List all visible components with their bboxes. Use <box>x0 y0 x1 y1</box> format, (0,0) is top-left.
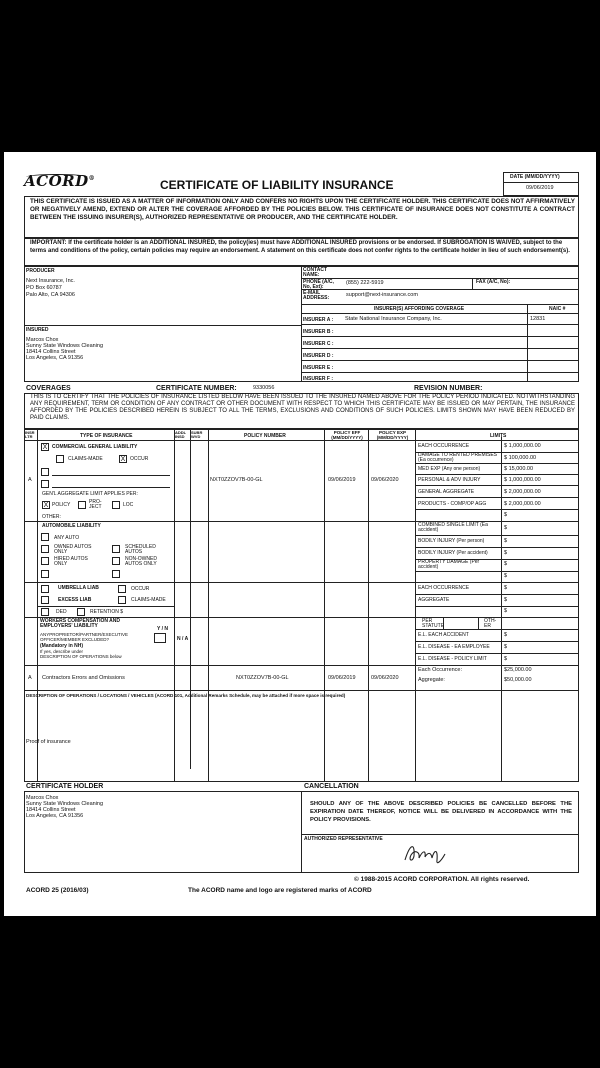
eo-exp: 09/06/2020 <box>371 675 399 681</box>
per-statute-label: PER STATUTE <box>422 618 445 629</box>
acord-logo: ACORD® <box>24 172 96 190</box>
coverages-title: COVERAGES <box>26 385 71 392</box>
non-owned-autos-label: NON-OWNED AUTOS ONLY <box>125 556 157 567</box>
th-type: TYPE OF INSURANCE <box>80 433 133 439</box>
project-checkbox[interactable] <box>78 501 86 509</box>
any-auto-checkbox[interactable] <box>41 533 49 541</box>
project-label: PRO-JECT <box>89 499 102 510</box>
certificate-page <box>4 152 596 916</box>
eo-insr-ltr: A <box>28 675 32 681</box>
notice-text: THIS CERTIFICATE IS ISSUED AS A MATTER OF INFORMATION ONLY AND CONFERS NO RIGHTS UPON THE CERTIFICATE HOLDER. THIS CERTIFICATE DOES NOT AFFIRMATIVELY OR NEGATIVELY AMEND, EXTEND OR ALTER THE COVERAGE AFFORDED BY THE POLICIES BELOW. THIS CERTIFICATE OF INSURANCE DOES NOT CONSTITUTE A CONTRACT BETWEEN THE ISSUING INSURER(S), AUTHORIZED REPRESENTATIVE OR PRODUCER, AND THE CERTIFICATE HOLDER. <box>30 198 575 221</box>
insurer-b-label: INSURER B : <box>303 329 334 335</box>
fax-label: FAX (A/C, No): <box>476 279 511 285</box>
gl-exp: 09/06/2020 <box>371 477 399 483</box>
gl-limit-label-2: DAMAGE TO RENTED PREMISES (Ea occurrence) <box>418 452 497 463</box>
auto-limit-value-4: $ <box>504 561 508 567</box>
any-auto-label: ANY AUTO <box>54 535 80 541</box>
yn-label: Y / N <box>157 626 169 632</box>
workers-title: WORKERS COMPENSATION AND EMPLOYERS' LIABILITY <box>40 618 120 629</box>
th-insr-ltr: INSR LTR <box>25 430 35 439</box>
workers-na: N / A <box>177 636 189 642</box>
other-label: OTHER: <box>42 514 61 520</box>
gl-limit-label-1: EACH OCCURRENCE <box>418 443 470 449</box>
scheduled-autos-checkbox[interactable] <box>112 545 120 553</box>
insured-line3: 18414 Collins Street <box>26 349 76 355</box>
policy-checkbox[interactable]: X <box>43 502 49 509</box>
workers-q2: OFFICER/MEMBER EXCLUDED? <box>40 637 110 642</box>
description-text: Proof of insurance <box>26 739 71 745</box>
auto-limit-value-3: $ <box>504 550 508 556</box>
workers-limit-value-1: $ <box>504 632 508 638</box>
producer-label: PRODUCER <box>26 268 55 274</box>
th-policy-number: POLICY NUMBER <box>244 433 286 439</box>
auto-limit-label-1: COMBINED SINGLE LIMIT (Ea accident) <box>418 522 488 533</box>
hired-autos-checkbox[interactable] <box>41 557 49 565</box>
auto-limit-label-4: PROPERTY DAMAGE (Per accident) <box>418 559 480 570</box>
holder-line3: 18414 Collins Street <box>26 807 76 813</box>
producer-line3: Palo Alto, CA 94306 <box>26 292 75 298</box>
eo-limit-label-1: Each Occurrence: <box>418 667 463 673</box>
cancellation-title: CANCELLATION <box>304 783 359 790</box>
gl-limit-label-3: MED EXP (Any one person) <box>418 466 481 472</box>
gl-policy-number: NXT0ZZOV7B-00-GL <box>210 477 263 483</box>
workers-yn-box[interactable] <box>154 633 166 643</box>
umbrella-label: UMBRELLA LIAB <box>58 585 99 591</box>
cancellation-text: SHOULD ANY OF THE ABOVE DESCRIBED POLICIES BE CANCELLED BEFORE THE EXPIRATION DATE THEREOF, NOTICE WILL BE DELIVERED IN ACCORDANCE WITH THE POLICY PROVISIONS. <box>310 801 572 823</box>
gl-limit-value-4: $ 1,000,000.00 <box>504 477 541 483</box>
occur-checkbox[interactable]: X <box>120 456 126 463</box>
umbrella-limit-value-2: $ <box>504 597 508 603</box>
revision-number-label: REVISION NUMBER: <box>414 385 483 392</box>
workers-q4: If yes, describe under <box>40 649 84 654</box>
logo-arc <box>26 174 88 180</box>
workers-limit-value-2: $ <box>504 644 508 650</box>
eo-limit-value-2: $50,000.00 <box>504 677 532 683</box>
gl-limit-label-5: GENERAL AGGREGATE <box>418 489 475 495</box>
ded-checkbox[interactable] <box>41 608 49 616</box>
ded-label: DED <box>56 609 67 615</box>
important-text: IMPORTANT: If the certificate holder is an ADDITIONAL INSURED, the policy(ies) must have ADDITIONAL INSURED provisions or be endorsed. If SUBROGATION IS WAIVED, subject to the terms and conditions of the policy, certain policies may require an endorsement. A statement on this certificate does not confer rights to the certificate holder in lieu of such endorsement(s). <box>30 240 570 254</box>
holder-line1: Marcos Chox <box>26 795 59 801</box>
gl-blank-checkbox-1[interactable] <box>41 468 49 476</box>
workers-limit-value-3: $ <box>504 656 508 662</box>
umbrella-occur-label: OCCUR <box>131 586 150 592</box>
owned-autos-checkbox[interactable] <box>41 545 49 553</box>
eo-title: Contractors Errors and Omissions <box>42 675 125 681</box>
gl-limit-value-2: $ 100,000.00 <box>504 455 537 461</box>
occur-label: OCCUR <box>130 456 149 462</box>
holder-line4: Los Angeles, CA 91356 <box>26 813 84 819</box>
hired-autos-label: HIRED AUTOS ONLY <box>54 556 88 567</box>
eo-limit-label-2: Aggregate: <box>418 677 445 683</box>
footer-copyright: © 1988-2015 ACORD CORPORATION. All rights reserved. <box>354 876 530 883</box>
th-limits: LIMITS <box>490 433 507 439</box>
email-value: support@next-insurance.com <box>346 292 418 298</box>
auto-limit-value-2: $ <box>504 538 508 544</box>
signature <box>402 840 448 871</box>
workers-q5: DESCRIPTION OF OPERATIONS below <box>40 654 122 659</box>
insurer-a-naic: 12831 <box>530 316 546 322</box>
non-owned-autos-checkbox[interactable] <box>112 557 120 565</box>
gen-agg-label: GEN'L AGGREGATE LIMIT APPLIES PER: <box>42 491 138 497</box>
eo-eff: 09/06/2019 <box>328 675 356 681</box>
auto-limit-label-2: BODILY INJURY (Per person) <box>418 538 485 544</box>
insured-line1: Marcos Chox <box>26 337 59 343</box>
umbrella-claims-made-checkbox[interactable] <box>118 596 126 604</box>
policy-label: POLICY <box>52 502 71 508</box>
gl-insr-ltr: A <box>28 477 32 483</box>
umbrella-limit-value-1: $ <box>504 585 508 591</box>
umbrella-occur-checkbox[interactable] <box>118 585 126 593</box>
gl-checkbox[interactable]: X <box>42 444 48 451</box>
insurer-c-label: INSURER C : <box>303 341 334 347</box>
auto-title: AUTOMOBILE LIABILITY <box>42 523 101 529</box>
gl-blank-checkbox-2[interactable] <box>41 480 49 488</box>
th-eff: POLICY EFF (MM/DD/YYYY) <box>331 430 363 440</box>
naic-label: NAIC # <box>549 306 566 312</box>
holder-title: CERTIFICATE HOLDER <box>26 783 104 790</box>
description-label: DESCRIPTION OF OPERATIONS / LOCATIONS / VEHICLES (ACORD 101, Additional Remarks Schedule, may be attached if more space is required) <box>26 693 346 698</box>
gl-limit-value-7: $ <box>504 512 508 518</box>
claims-made-checkbox[interactable] <box>56 455 64 463</box>
claims-made-label: CLAIMS-MADE <box>68 456 103 462</box>
workers-limit-label-1: E.L. EACH ACCIDENT <box>418 632 469 638</box>
date-value: 09/06/2019 <box>526 185 554 191</box>
insurer-e-label: INSURER E : <box>303 365 334 371</box>
contact-name-label: CONTACT NAME: <box>303 267 328 278</box>
th-subr: SUBR WVD <box>191 430 203 439</box>
insured-line4: Los Angeles, CA 91356 <box>26 355 84 361</box>
workers-limit-label-2: E.L. DISEASE - EA EMPLOYEE <box>418 644 490 650</box>
oth-er-label: OTH-ER <box>484 618 497 629</box>
workers-q3: (Mandatory in NH) <box>40 643 84 649</box>
excess-label: EXCESS LIAB <box>58 597 92 603</box>
gl-limit-value-5: $ 2,000,000.00 <box>504 489 541 495</box>
insurer-a-name: State National Insurance Company, Inc. <box>345 316 442 322</box>
auto-blank-checkbox-1[interactable] <box>41 570 49 578</box>
umbrella-checkbox[interactable] <box>41 585 49 593</box>
phone-value: (855) 222-5919 <box>346 280 384 286</box>
holder-line2: Sunny State Windows Cleaning <box>26 801 104 807</box>
umbrella-limit-value-3: $ <box>504 608 508 614</box>
loc-label: LOC <box>123 502 134 508</box>
auto-limit-value-1: $ <box>504 525 508 531</box>
certificate-number-label: CERTIFICATE NUMBER: <box>156 385 237 392</box>
insurers-header: INSURER(S) AFFORDING COVERAGE <box>374 306 465 312</box>
auto-limit-label-3: BODILY INJURY (Per accident) <box>418 550 488 556</box>
umbrella-limit-label-1: EACH OCCURRENCE <box>418 585 470 591</box>
workers-q1: ANYPROPRIETOR/PARTNER/EXECUTIVE <box>40 632 129 637</box>
certificate-number: 9330056 <box>253 385 275 391</box>
page-title: CERTIFICATE OF LIABILITY INSURANCE <box>160 178 394 192</box>
insurer-f-label: INSURER F : <box>303 376 333 382</box>
producer-line2: PO Box 60787 <box>26 285 62 291</box>
producer-line1: Next Insurance, Inc. <box>26 278 75 284</box>
footer-form: ACORD 25 (2016/03) <box>26 887 89 894</box>
gl-eff: 09/06/2019 <box>328 477 356 483</box>
insured-line2: Sunny State Windows Cleaning <box>26 343 104 349</box>
loc-checkbox[interactable] <box>112 501 120 509</box>
insurer-a-label: INSURER A : <box>303 317 334 323</box>
email-label: E-MAIL ADDRESS: <box>303 290 330 301</box>
authorized-rep-label: AUTHORIZED REPRESENTATIVE <box>304 836 383 842</box>
auto-blank-checkbox-2[interactable] <box>112 570 120 578</box>
owned-autos-label: OWNED AUTOS ONLY <box>54 544 92 555</box>
gl-limit-label-6: PRODUCTS - COMP/OP AGG <box>418 501 487 507</box>
gl-limit-value-1: $ 1,000,000.00 <box>504 443 541 449</box>
retention-checkbox[interactable] <box>77 608 85 616</box>
th-addl: ADDL INSD <box>175 430 187 439</box>
gl-limit-value-6: $ 2,000,000.00 <box>504 501 541 507</box>
umbrella-claims-made-label: CLAIMS-MADE <box>131 597 166 603</box>
signature-image <box>402 840 448 866</box>
insured-label: INSURED <box>26 327 49 333</box>
auto-limit-value-5: $ <box>504 573 508 579</box>
th-exp: POLICY EXP (MM/DD/YYYY) <box>376 430 409 440</box>
phone-label: PHONE (A/C, No, Ext): <box>303 279 334 290</box>
eo-policy-number: NXT0ZZOV7B-00-GL <box>236 675 289 681</box>
footer-marks: The ACORD name and logo are registered marks of ACORD <box>188 887 372 894</box>
coverages-notice: THIS IS TO CERTIFY THAT THE POLICIES OF INSURANCE LISTED BELOW HAVE BEEN ISSUED TO THE INSURED NAMED ABOVE FOR THE POLICY PERIOD INDICATED. NOTWITHSTANDING ANY REQUIREMENT, TERM OR CONDITION OF ANY CONTRACT OR OTHER DOCUMENT WITH RESPECT TO WHICH THIS CERTIFICATE MAY BE ISSUED OR MAY PERTAIN, THE INSURANCE AFFORDED BY THE POLICIES DESCRIBED HEREIN IS SUBJECT TO ALL THE TERMS, EXCLUSIONS AND CONDITIONS OF SUCH POLICIES. LIMITS SHOWN MAY HAVE BEEN REDUCED BY PAID CLAIMS. <box>30 394 575 421</box>
excess-checkbox[interactable] <box>41 596 49 604</box>
gl-title: COMMERCIAL GENERAL LIABILITY <box>52 444 138 450</box>
retention-label: RETENTION $ <box>90 609 124 615</box>
workers-limit-label-3: E.L. DISEASE - POLICY LIMIT <box>418 656 487 662</box>
gl-limit-label-4: PERSONAL & ADV INJURY <box>418 477 481 483</box>
umbrella-limit-label-2: AGGREGATE <box>418 597 450 603</box>
insurer-d-label: INSURER D : <box>303 353 334 359</box>
date-label: DATE (MM/DD/YYYY) <box>510 174 560 180</box>
gl-limit-value-3: $ 15,000.00 <box>504 466 534 472</box>
scheduled-autos-label: SCHEDULED AUTOS <box>125 544 156 555</box>
eo-limit-value-1: $25,000.00 <box>504 667 532 673</box>
